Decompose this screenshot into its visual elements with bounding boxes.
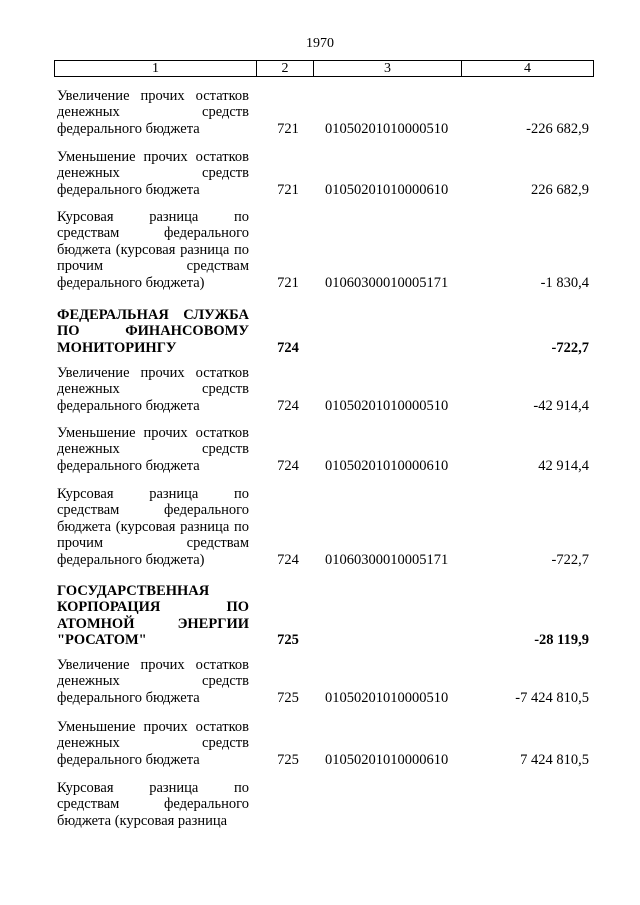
table-row [57, 425, 589, 474]
table-row [57, 149, 589, 198]
row-name: Уменьшение прочих остатков денежных средств федерального бюджета [57, 719, 249, 768]
table-row [57, 209, 589, 291]
row-amount: 226 682,9 [531, 181, 589, 198]
row-kbk: 01050201010000610 [325, 181, 449, 198]
table-row [57, 657, 589, 706]
row-amount: -1 830,4 [540, 274, 589, 291]
row-kbk: 01060300010005171 [325, 274, 449, 291]
table-row [57, 780, 589, 829]
table-row-section [57, 307, 589, 356]
header-col-3: 3 [314, 61, 462, 76]
table-row [57, 719, 589, 768]
row-name: Курсовая разница по средствам федерального бюджета (курсовая разница [57, 780, 249, 829]
row-name: Курсовая разница по средствам федерального бюджета (курсовая разница по прочим средствам федерального бюджета) [57, 209, 249, 291]
page-number: 1970 [306, 36, 334, 51]
table-header [54, 60, 594, 77]
row-kbk: 01050201010000510 [325, 689, 449, 706]
header-col-2: 2 [257, 61, 314, 76]
row-code: 725 [277, 632, 299, 649]
row-name: ГОСУДАРСТВЕННАЯ КОРПОРАЦИЯ ПО АТОМНОЙ ЭНЕРГИИ "РОСАТОМ" [57, 583, 249, 649]
row-amount: -28 119,9 [534, 632, 589, 649]
row-amount: -226 682,9 [526, 120, 589, 137]
header-col-1: 1 [55, 61, 257, 76]
row-name: Увеличение прочих остатков денежных средств федерального бюджета [57, 657, 249, 706]
header-col-4: 4 [524, 61, 531, 76]
row-code: 725 [277, 689, 299, 706]
row-code: 725 [277, 751, 299, 768]
row-amount: -7 424 810,5 [515, 689, 589, 706]
row-code: 724 [277, 457, 299, 474]
row-kbk: 01050201010000610 [325, 457, 449, 474]
table-row [57, 88, 589, 137]
row-kbk: 01050201010000510 [325, 397, 449, 414]
row-kbk: 01050201010000610 [325, 751, 449, 768]
row-name: ФЕДЕРАЛЬНАЯ СЛУЖБА ПО ФИНАНСОВОМУ МОНИТОРИНГУ [57, 307, 249, 356]
row-amount: -722,7 [551, 339, 589, 356]
row-name: Уменьшение прочих остатков денежных средств федерального бюджета [57, 425, 249, 474]
row-amount: 7 424 810,5 [520, 751, 589, 768]
table-row [57, 365, 589, 414]
row-code: 721 [277, 181, 299, 198]
row-name: Увеличение прочих остатков денежных средств федерального бюджета [57, 88, 249, 137]
table-row [57, 486, 589, 568]
row-amount: -722,7 [551, 551, 589, 568]
row-name: Курсовая разница по средствам федерального бюджета (курсовая разница по прочим средствам федерального бюджета) [57, 486, 249, 568]
table-row-section [57, 583, 589, 649]
row-kbk: 01060300010005171 [325, 551, 449, 568]
row-code: 721 [277, 274, 299, 291]
row-name: Уменьшение прочих остатков денежных средств федерального бюджета [57, 149, 249, 198]
row-code: 721 [277, 120, 299, 137]
row-kbk: 01050201010000510 [325, 120, 449, 137]
row-amount: -42 914,4 [533, 397, 589, 414]
row-amount: 42 914,4 [538, 457, 589, 474]
row-code: 724 [277, 551, 299, 568]
row-name: Увеличение прочих остатков денежных средств федерального бюджета [57, 365, 249, 414]
row-code: 724 [277, 339, 299, 356]
row-code: 724 [277, 397, 299, 414]
